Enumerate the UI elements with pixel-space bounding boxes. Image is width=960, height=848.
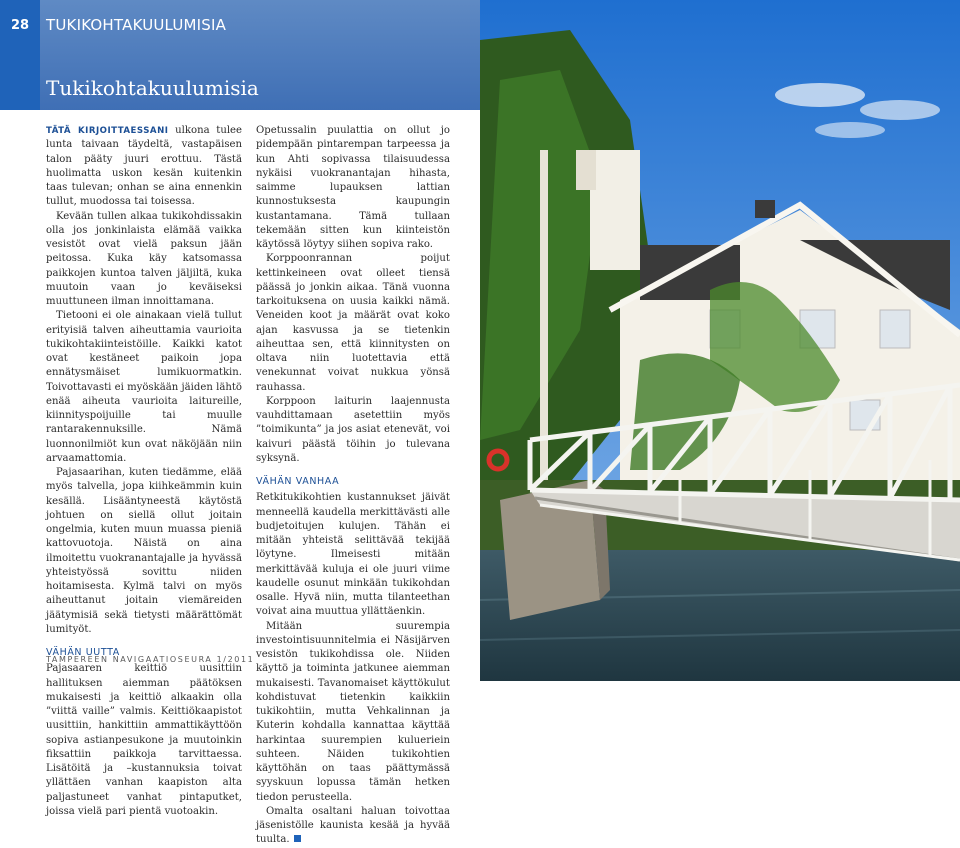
- paragraph-text: ulkona tulee lunta taivaan täydeltä, vastapäisen talon pääty juuri erottuu. Tästä huolimatta uskon kesän kuitenkin taas tulevan; onhan se aina ennenkin tullut, muodossa tai toisessa.: [46, 125, 243, 208]
- house-bridge-photo: [480, 0, 960, 681]
- paragraph: Korppoon laiturin laajennusta vauhdittamaan asetettiin myös ”toimikunta” ja jos asiat etenevät, voi kaivuri päästä töihin jo tulevana syksynä.: [256, 395, 450, 464]
- paragraph: Pajasaaren keittiö uusittiin hallituksen aiemman päätöksen mukaisesti ja keittiö alkaakin olla ”viittä vaille” valmis. Keittiökaapistot uusittiin, hankittiin ammattikäyttöön sopiva astianpesukone ja muutoinkin fiksattiin paikkoja tarvittaessa. Lisätöitä ja –kustannuksia toivat yllättäen vanhan kaapiston alta paljastuneet vanhat pintaputket, joissa vielä pari pientä vuotoakin.: [46, 663, 242, 817]
- cloud: [775, 83, 865, 107]
- photo: [480, 0, 960, 681]
- page-title: Tukikohtakuulumisia: [46, 76, 259, 100]
- text-column-1: [46, 124, 242, 819]
- page-number-box: [0, 0, 40, 110]
- paragraph: Pajasaarihan, kuten tiedämme, elää myös talvella, jopa kiihkeämmin kuin kesällä. Lisääntyneestä käytöstä johtuen on siellä ollut joitain ongelmia, kuten muun muassa pieniä kattovuotoja. Näistä on aina ilmoitettu vuokranantajalle ja hyvässä yhteistyössä sovittu niiden hoitamisesta. Kylmä talvi on myös aiheuttanut joitain viemäreiden jäätymisiä sekä tietysti määrättömät lumityöt.: [46, 467, 242, 635]
- paragraph: Tietooni ei ole ainakaan vielä tullut erityisiä talven aiheuttamia vaurioita tukikohtakiinteistöille. Kaikki katot ovat kestäneet paikoin jopa ennätysmäiset lumikuormatkin. Toivottavasti ei myöskään jäiden lähtö enää aiheuta vaurioita laitureille, kiinnityspoijuille tai muulle rantarakennuksille. Nämä luonnonilmiöt kun ovat näköjään niin arvaamattomia.: [46, 310, 242, 464]
- cloud: [860, 100, 940, 120]
- chimney: [576, 150, 596, 190]
- closing-text: Omalta osaltani haluan toivottaa jäsenistölle kaunista kesää ja hyvää tuulta.: [256, 805, 450, 846]
- paragraph: [46, 124, 242, 210]
- subheading: VÄHÄN UUTTA: [46, 647, 120, 658]
- house-tower: [590, 150, 640, 270]
- lead-in: TÄTÄ KIRJOITTAESSANI: [46, 126, 169, 136]
- end-mark-icon: [294, 835, 301, 842]
- chimney: [755, 200, 775, 218]
- text-column-2: [256, 124, 450, 848]
- cloud: [815, 122, 885, 138]
- paragraph: Korppoonrannan poijut kettinkeineen ovat olleet tiensä päässä jo jonkin aikaa. Tänä vuonna tarkoituksena on uusia kaikki nämä. Veneiden koot ja määrät ovat koko ajan kasvussa ja se tietenkin aiheuttaa sen, että kiinnitysten on oltava niin luotettavia että venekunnat voivat nukkua yönsä rauhassa.: [256, 253, 450, 393]
- paragraph: Retkitukikohtien kustannukset jäivät menneellä kaudella merkittävästi alle budjetoitujen kulujen. Tähän ei mitään yhteistä selittävää tekijää löytyne. Ilmeisesti mitään merkittävää kuluja ei ole juuri viime kaudelle osunut minkään tukikohdan osalle. Hyvä niin, mutta tilanteethan voivat aina muuttua yllättäenkin.: [256, 492, 450, 618]
- footer: TAMPEREEN NAVIGAATIOSEURA 1/2011: [46, 655, 255, 664]
- paragraph: Opetussalin puulattia on ollut jo pidempään pintarempan tarpeessa ja kun Ahti sopivassa tilaisuudessa nykäisi vuokranantajan hihasta, saimme lupauksen lattian kunnostuksesta kaupungin kustantamana. Tämä tullaan tekemään sitten kun kiinteistön käytössä löytyy siihen sopiva rako.: [256, 125, 450, 250]
- window: [880, 310, 910, 348]
- paragraph: Kevään tullen alkaa tukikohdissakin olla jos jonkinlaista elämää vaikka vesistöt ovat vielä paksun jään peitossa. Kuka käy katsomassa paikkojen kuntoa talven jäljiltä, kuka muutoin vaan jo keväiseksi muuttuneen ilman innoittamana.: [46, 210, 242, 307]
- paragraph: [256, 805, 450, 848]
- section-name: TUKIKOHTAKUULUMISIA: [46, 16, 227, 34]
- paragraph: Mitään suurempia investointisuunnitelmia ei Näsijärven vesistön tukikohdissa ole. Niiden käyttö ja toiminta jatkunee aiemman mukaisesti. Tavanomaiset käyttökulut kohdistuvat tietenkin kaikkiin tukikohtiin, mutta Vehkalinnan ja Kuterin kohdalla kannattaa käyttää harkintaa suurempien kulueriein suhteen. Näiden tukikohtien käyttöhän on taas päättymässä syyskuun lopussa tämän hetken tiedon perusteella.: [256, 620, 450, 803]
- page-number: 28: [10, 18, 30, 33]
- subheading: VÄHÄN VANHAA: [256, 476, 340, 487]
